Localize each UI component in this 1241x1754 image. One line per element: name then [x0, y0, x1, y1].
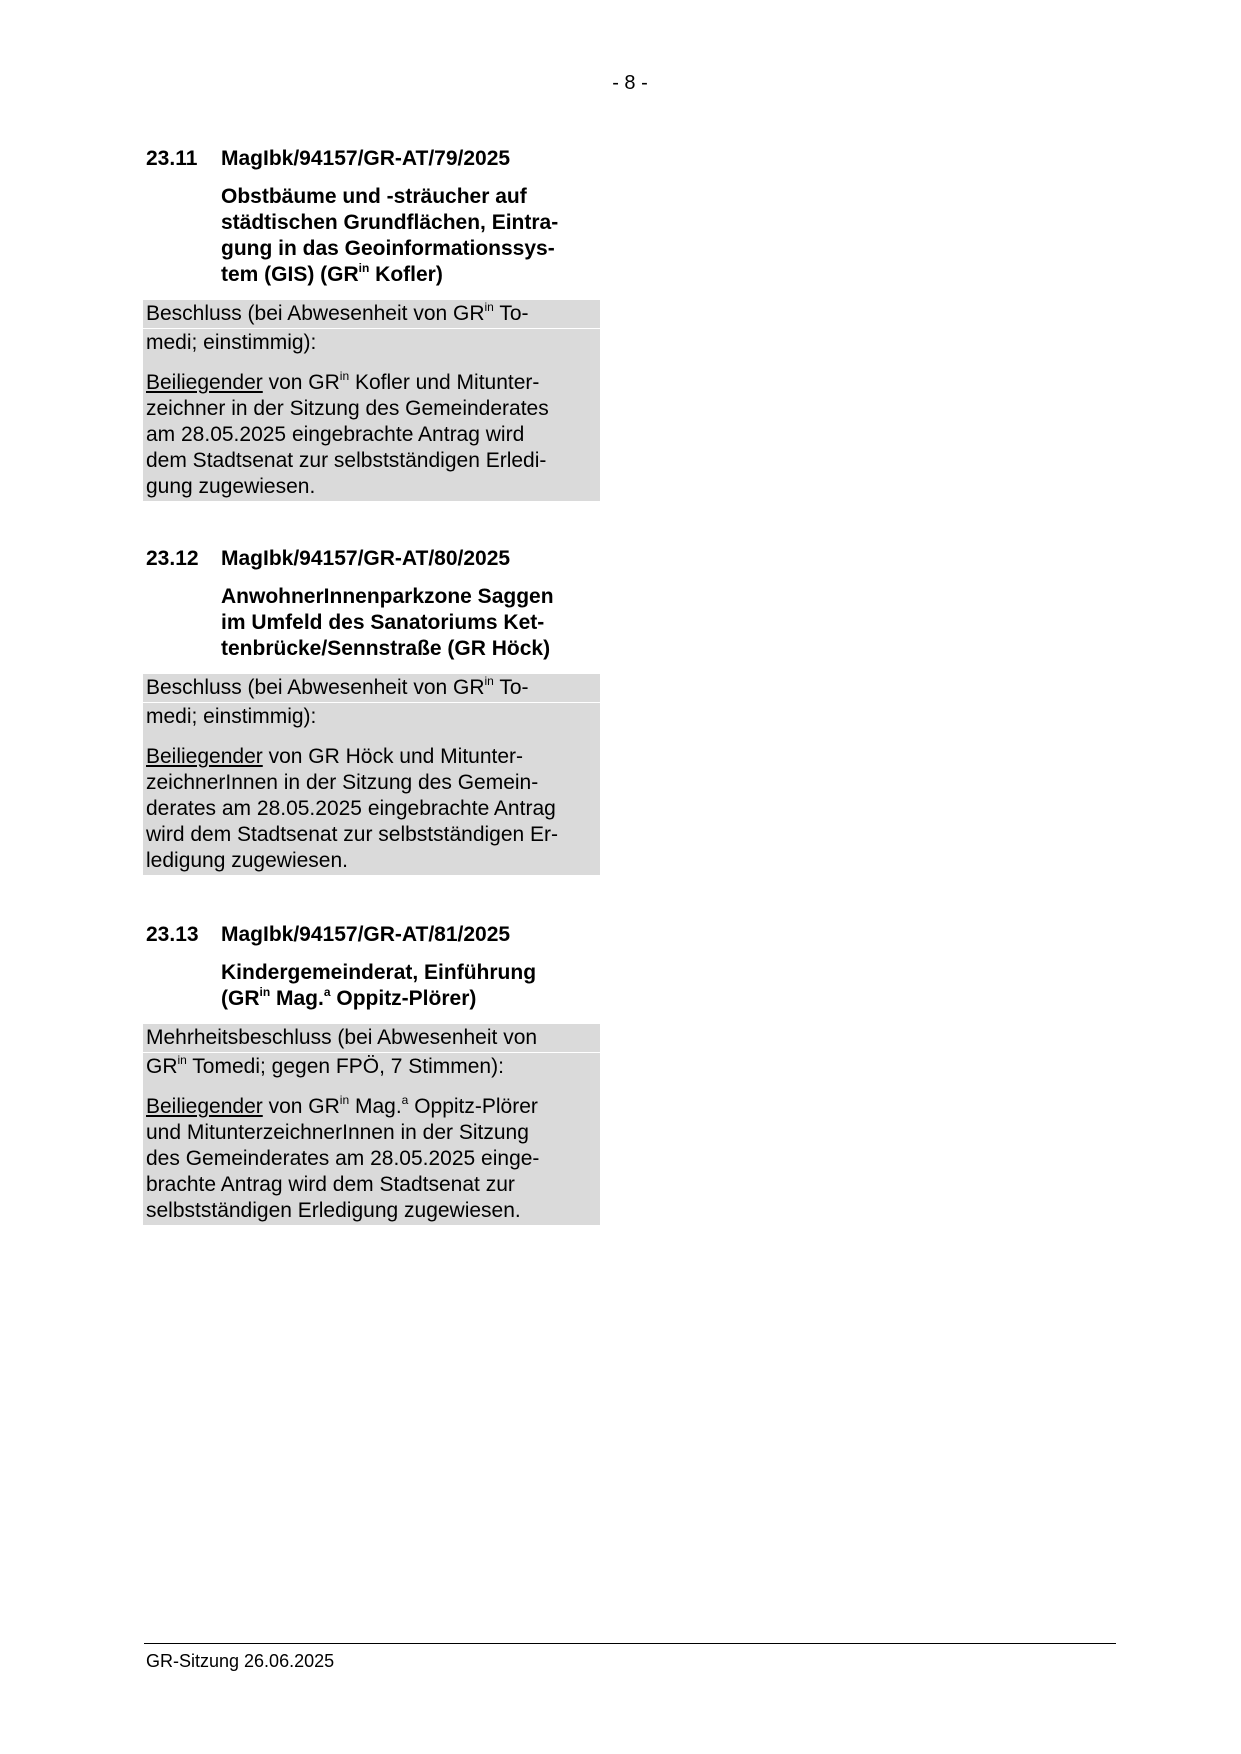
text-line	[146, 1094, 596, 1120]
paragraph-gap	[143, 357, 600, 369]
text-segment: Beschluss (bei Abwesenheit von GR	[146, 676, 485, 699]
resolution-line	[143, 674, 600, 702]
item-number: 23.11	[146, 147, 198, 170]
item-title	[221, 184, 595, 288]
text-line: Kindergemeinderat, Einführung	[221, 961, 537, 984]
resolution-line	[143, 329, 600, 357]
text-line: ledigung zugewiesen.	[146, 849, 348, 872]
text-line	[146, 396, 596, 422]
text-segment: Mag.	[270, 987, 324, 1010]
item-title	[221, 584, 595, 662]
title-line	[221, 584, 595, 610]
text-line: Obstbäume und -sträucher auf	[221, 185, 527, 208]
superscript: in	[339, 1093, 350, 1107]
underlined-word: Beiliegender	[146, 1095, 263, 1118]
text-segment: Tomedi; gegen FPÖ, 7 Stimmen):	[186, 1055, 504, 1078]
resolution-line	[143, 1024, 600, 1052]
text-line: derates am 28.05.2025 eingebrachte Antrag	[146, 797, 556, 820]
resolution-text	[143, 1093, 600, 1225]
paragraph-gap	[143, 1081, 600, 1093]
resolution-line	[143, 1053, 600, 1081]
superscript: in	[484, 300, 494, 314]
item-number: 23.12	[146, 547, 199, 570]
resolution-block	[146, 674, 600, 875]
text-line: selbstständigen Erledigung zugewiesen.	[146, 1199, 521, 1222]
text-segment: von GR	[262, 1095, 340, 1118]
footer-divider	[144, 1643, 1116, 1644]
superscript: in	[358, 261, 370, 275]
text-line: im Umfeld des Sanatoriums Ket-	[221, 611, 545, 634]
text-line: medi; einstimmig):	[146, 705, 317, 728]
text-line: brachte Antrag wird dem Stadtsenat zur	[146, 1173, 515, 1196]
resolution-block	[146, 1024, 600, 1225]
text-line: gung zugewiesen.	[146, 475, 316, 498]
text-line: gung in das Geoinformationssys-	[221, 237, 555, 260]
resolution-text	[143, 369, 600, 501]
text-segment: Beschluss (bei Abwesenheit von GR	[146, 302, 485, 325]
item-reference: MagIbk/94157/GR-AT/79/2025	[221, 147, 511, 170]
superscript: in	[339, 369, 350, 383]
text-line: von GR Höck und Mitunter-	[262, 745, 524, 768]
text-segment: GR	[146, 1055, 178, 1078]
text-segment: Oppitz-Plörer	[408, 1095, 538, 1118]
text-line: dem Stadtsenat zur selbstständigen Erledi-	[146, 449, 547, 472]
text-line: Mehrheitsbeschluss (bei Abwesenheit von	[146, 1026, 538, 1049]
text-line	[146, 848, 596, 874]
text-line	[146, 770, 596, 796]
text-line: städtischen Grundflächen, Eintra-	[221, 211, 559, 234]
superscript: a	[401, 1093, 409, 1107]
superscript: in	[177, 1053, 187, 1067]
item-heading	[146, 546, 600, 572]
text-segment: To-	[493, 302, 529, 325]
agenda-item	[146, 922, 600, 1225]
item-heading	[146, 146, 600, 172]
item-reference: MagIbk/94157/GR-AT/80/2025	[221, 547, 511, 570]
text-segment: tem (GIS) (GR	[221, 263, 359, 286]
agenda-item	[146, 146, 600, 501]
agenda-item	[146, 546, 600, 875]
item-heading	[146, 922, 600, 948]
text-line	[146, 370, 596, 396]
text-segment: (GR	[221, 987, 260, 1010]
underlined-word: Beiliegender	[146, 371, 263, 394]
superscript: in	[259, 985, 271, 999]
text-line	[146, 1120, 596, 1146]
text-line: zeichnerInnen in der Sitzung des Gemein-	[146, 771, 539, 794]
text-line	[146, 1198, 596, 1224]
text-segment: To-	[493, 676, 529, 699]
page-number: - 8 -	[612, 72, 648, 94]
superscript: in	[484, 674, 494, 688]
title-line	[221, 986, 595, 1012]
text-line	[146, 1146, 596, 1172]
text-line: AnwohnerInnenparkzone Saggen	[221, 585, 554, 608]
resolution-line	[143, 703, 600, 731]
text-line	[146, 422, 596, 448]
title-line	[221, 960, 595, 986]
text-line: tenbrücke/Sennstraße (GR Höck)	[221, 637, 551, 660]
text-line: zeichner in der Sitzung des Gemeinderates	[146, 397, 549, 420]
text-segment: Mag.	[349, 1095, 402, 1118]
title-line	[221, 236, 595, 262]
text-line	[146, 744, 596, 770]
text-line	[146, 796, 596, 822]
text-segment: Kofler)	[369, 263, 443, 286]
paragraph-gap	[143, 731, 600, 743]
item-reference: MagIbk/94157/GR-AT/81/2025	[221, 923, 511, 946]
resolution-block	[146, 300, 600, 501]
text-line: wird dem Stadtsenat zur selbstständigen Er-	[146, 823, 559, 846]
text-line: am 28.05.2025 eingebrachte Antrag wird	[146, 423, 525, 446]
text-segment: Oppitz-Plörer)	[330, 987, 477, 1010]
title-line	[221, 262, 595, 288]
title-line	[221, 184, 595, 210]
title-line	[221, 210, 595, 236]
title-line	[221, 610, 595, 636]
text-line: und MitunterzeichnerInnen in der Sitzung	[146, 1121, 529, 1144]
footer-text: GR-Sitzung 26.06.2025	[146, 1651, 335, 1671]
superscript: a	[323, 985, 331, 999]
item-number: 23.13	[146, 923, 199, 946]
text-line	[146, 822, 596, 848]
text-segment: Kofler und Mitunter-	[349, 371, 540, 394]
title-line	[221, 636, 595, 662]
resolution-line	[143, 300, 600, 328]
text-line	[146, 1172, 596, 1198]
resolution-text	[143, 743, 600, 875]
underlined-word: Beiliegender	[146, 745, 263, 768]
text-line	[146, 474, 596, 500]
item-title	[221, 960, 595, 1012]
text-segment: von GR	[262, 371, 340, 394]
text-line: medi; einstimmig):	[146, 331, 317, 354]
text-line	[146, 448, 596, 474]
text-line: des Gemeinderates am 28.05.2025 einge-	[146, 1147, 540, 1170]
